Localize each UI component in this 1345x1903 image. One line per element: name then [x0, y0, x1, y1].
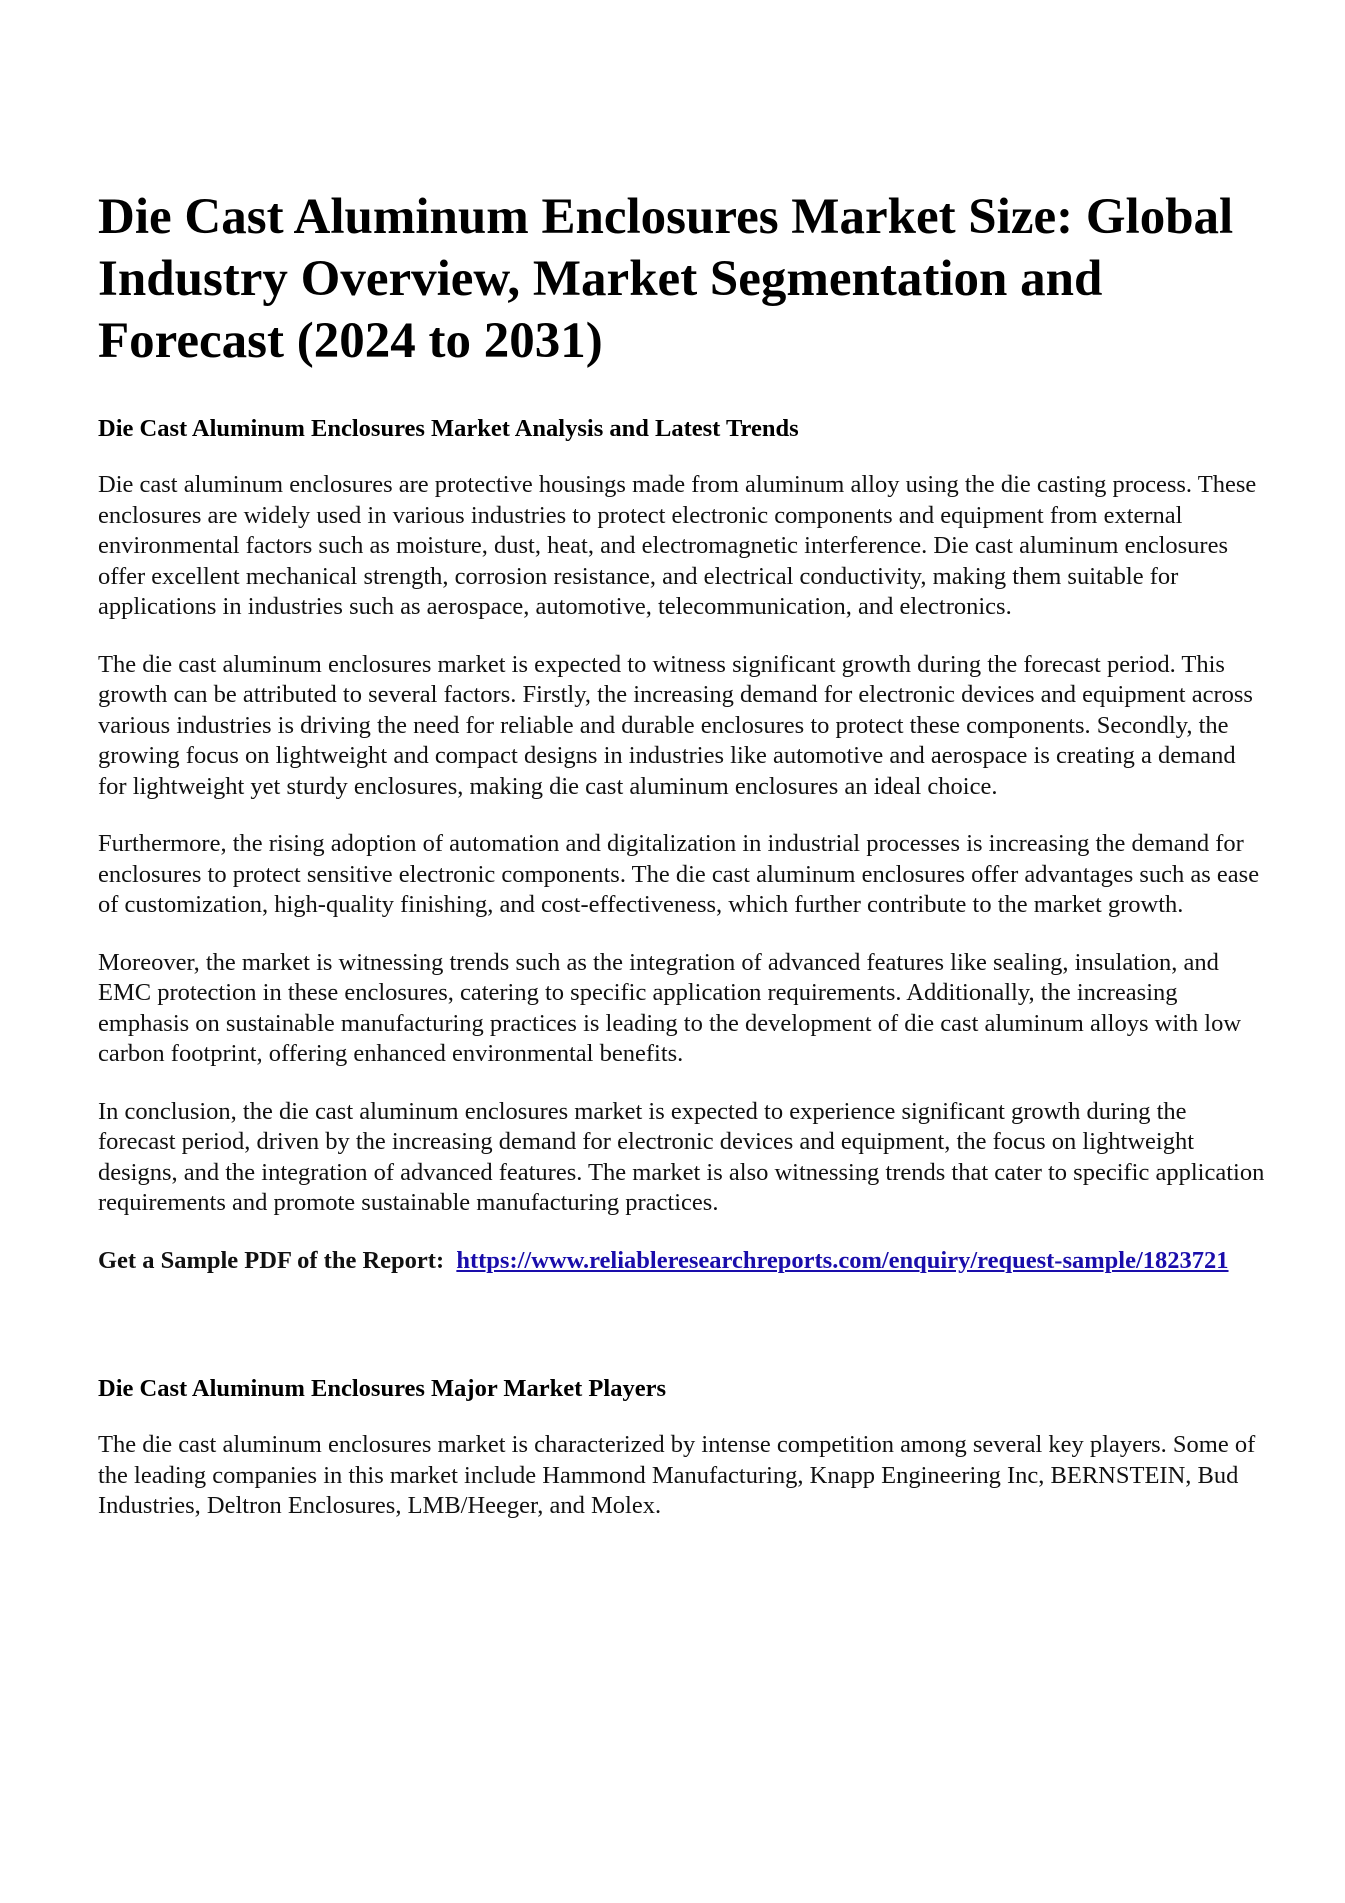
- players-heading: Die Cast Aluminum Enclosures Major Market Players: [98, 1375, 666, 1402]
- analysis-paragraph-3: Furthermore, the rising adoption of automation and digitalization in industrial processes is increasing the demand for enclosures to protect sensitive electronic components. The die cast aluminum enclosures offer advantages such as ease of customization, high-quality finishing, and cost-effectiveness, which further contribute to the market growth.: [98, 830, 1260, 918]
- analysis-heading: Die Cast Aluminum Enclosures Market Analysis and Latest Trends: [98, 415, 799, 442]
- sample-pdf-label: Get a Sample PDF of the Report:: [98, 1246, 445, 1274]
- analysis-paragraph-5: In conclusion, the die cast aluminum enclosures market is expected to experience significant growth during the forecast period, driven by the increasing demand for electronic devices and equipment, the focus on lightweight designs, and the integration of advanced features. The market is also witnessing trends that cater to specific application requirements and promote sustainable manufacturing practices.: [98, 1097, 1265, 1216]
- document-page: [98, 186, 1268, 1549]
- analysis-paragraph-1: Die cast aluminum enclosures are protective housings made from aluminum alloy using the die casting process. These enclosures are widely used in various industries to protect electronic components and equipment from external environmental factors such as moisture, dust, heat, and electromagnetic interference. Die cast aluminum enclosures offer excellent mechanical strength, corrosion resistance, and electrical conductivity, making them suitable for applications in industries such as aerospace, automotive, telecommunication, and electronics.: [98, 471, 1257, 620]
- analysis-paragraph-4: Moreover, the market is witnessing trends such as the integration of advanced features like sealing, insulation, and EMC protection in these enclosures, catering to specific application requirements. Additionally, the increasing emphasis on sustainable manufacturing practices is leading to the development of die cast aluminum alloys with low carbon footprint, offering enhanced environmental benefits.: [98, 948, 1242, 1067]
- analysis-paragraph-2: The die cast aluminum enclosures market is expected to witness significant growth during the forecast period. This growth can be attributed to several factors. Firstly, the increasing demand for electronic devices and equipment across various industries is driving the need for reliable and durable enclosures to protect these components. Secondly, the growing focus on lightweight and compact designs in industries like automotive and aerospace is creating a demand for lightweight yet sturdy enclosures, making die cast aluminum enclosures an ideal choice.: [98, 650, 1253, 800]
- page-title: Die Cast Aluminum Enclosures Market Size: Global Industry Overview, Market Segmentation and Forecast (2024 to 2031): [98, 189, 1234, 369]
- players-paragraph: The die cast aluminum enclosures market is characterized by intense competition among several key players. Some of the leading companies in this market include Hammond Manufacturing, Knapp Engineering Inc, BERNSTEIN, Bud Industries, Deltron Enclosures, LMB/Heeger, and Molex.: [98, 1431, 1256, 1519]
- sample-pdf-line: [98, 1246, 1268, 1277]
- sample-pdf-link[interactable]: https://www.reliableresearchreports.com/enquiry/request-sample/1823721: [456, 1246, 1229, 1274]
